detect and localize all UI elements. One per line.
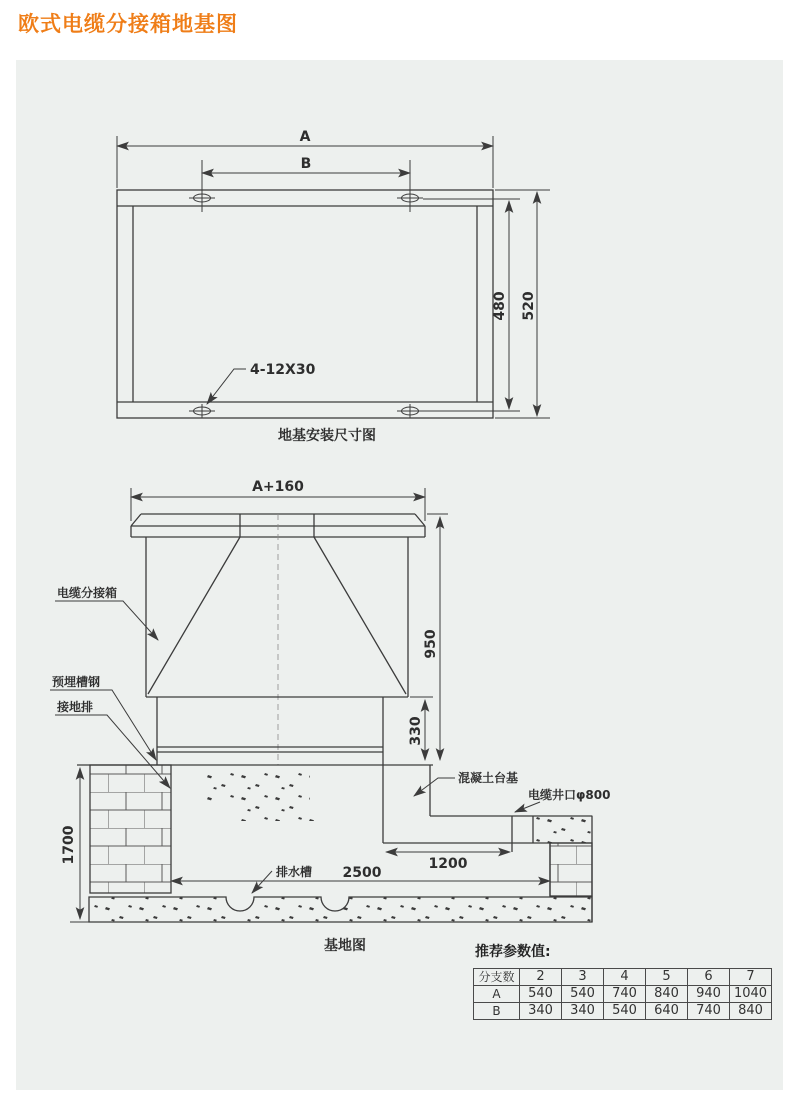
label-cable-box: 电缆分接箱 [57, 586, 118, 600]
table-cell: 640 [646, 1003, 688, 1020]
label-concrete-base: 混凝土台基 [458, 771, 519, 785]
table-header-row [474, 969, 772, 986]
params-table [473, 968, 772, 1020]
table-cell: 740 [688, 1003, 730, 1020]
table-header-cell: 4 [604, 969, 646, 986]
dim-label-1200: 1200 [428, 856, 468, 872]
dim-label-B: B [300, 156, 312, 172]
top-drawing-foundation-frame [117, 190, 493, 418]
table-header-cell: 7 [730, 969, 772, 986]
label-embedded-channel: 预埋槽钢 [52, 675, 101, 689]
dim-label-2500: 2500 [342, 865, 382, 881]
table-cell: 940 [688, 986, 730, 1003]
params-table-title: 推荐参数值: [475, 944, 551, 960]
table-header-cell: 6 [688, 969, 730, 986]
brick-block-right [550, 843, 592, 896]
leader-concrete-base [414, 778, 455, 796]
page-title: 欧式电缆分接箱地基图 [18, 12, 238, 36]
bottom-slab [89, 897, 592, 922]
table-header-cell: 5 [646, 969, 688, 986]
dim-label-520: 520 [521, 291, 537, 321]
dim-label-950: 950 [423, 629, 439, 659]
table-header-cell: 分支数 [474, 969, 520, 986]
top-drawing-dimensions [117, 136, 550, 418]
dim-label-1700: 1700 [61, 825, 77, 865]
table-cell: B [474, 1003, 520, 1020]
table-cell: 740 [604, 986, 646, 1003]
table-cell: 540 [520, 986, 562, 1003]
soil-speckles [205, 772, 310, 802]
bottom-drawing-section [77, 514, 592, 922]
cable-box-body [146, 537, 408, 697]
table-header-cell: 2 [520, 969, 562, 986]
table-row [474, 1003, 772, 1020]
table-cell: 840 [646, 986, 688, 1003]
dim-label-330: 330 [408, 716, 424, 746]
table-cell: 540 [562, 986, 604, 1003]
table-cell: 340 [562, 1003, 604, 1020]
leader-drain [252, 871, 272, 893]
bolt-note-label: 4-12X30 [250, 362, 316, 378]
table-cell: 340 [520, 1003, 562, 1020]
dim-label-A: A [299, 129, 311, 145]
table-cell: A [474, 986, 520, 1003]
top-drawing-caption: 地基安装尺寸图 [278, 428, 376, 444]
label-drain: 排水槽 [276, 865, 313, 879]
table-cell: 540 [604, 1003, 646, 1020]
soil-speckles [240, 805, 315, 821]
bolt-hole-icon [397, 404, 423, 418]
bolt-hole-icon [189, 404, 215, 418]
leader-cable-box [55, 601, 158, 640]
dim-label-480: 480 [492, 291, 508, 321]
dim-label-A160: A+160 [252, 479, 304, 495]
leader-cable-well [515, 802, 540, 812]
bottom-drawing-caption: 基地图 [324, 938, 366, 954]
concrete-plinth [157, 697, 383, 765]
label-cable-well: 电缆井口φ800 [528, 788, 611, 802]
leader-bolt-note [207, 369, 246, 404]
concrete-block-right [533, 816, 592, 843]
table-row [474, 986, 772, 1003]
label-grounding-bar: 接地排 [57, 700, 94, 714]
brick-pit-wall-left [90, 765, 171, 893]
table-header-cell: 3 [562, 969, 604, 986]
frame-outer-rect [117, 190, 493, 418]
table-cell: 1040 [730, 986, 772, 1003]
table-cell: 840 [730, 1003, 772, 1020]
bolt-holes [189, 191, 423, 418]
